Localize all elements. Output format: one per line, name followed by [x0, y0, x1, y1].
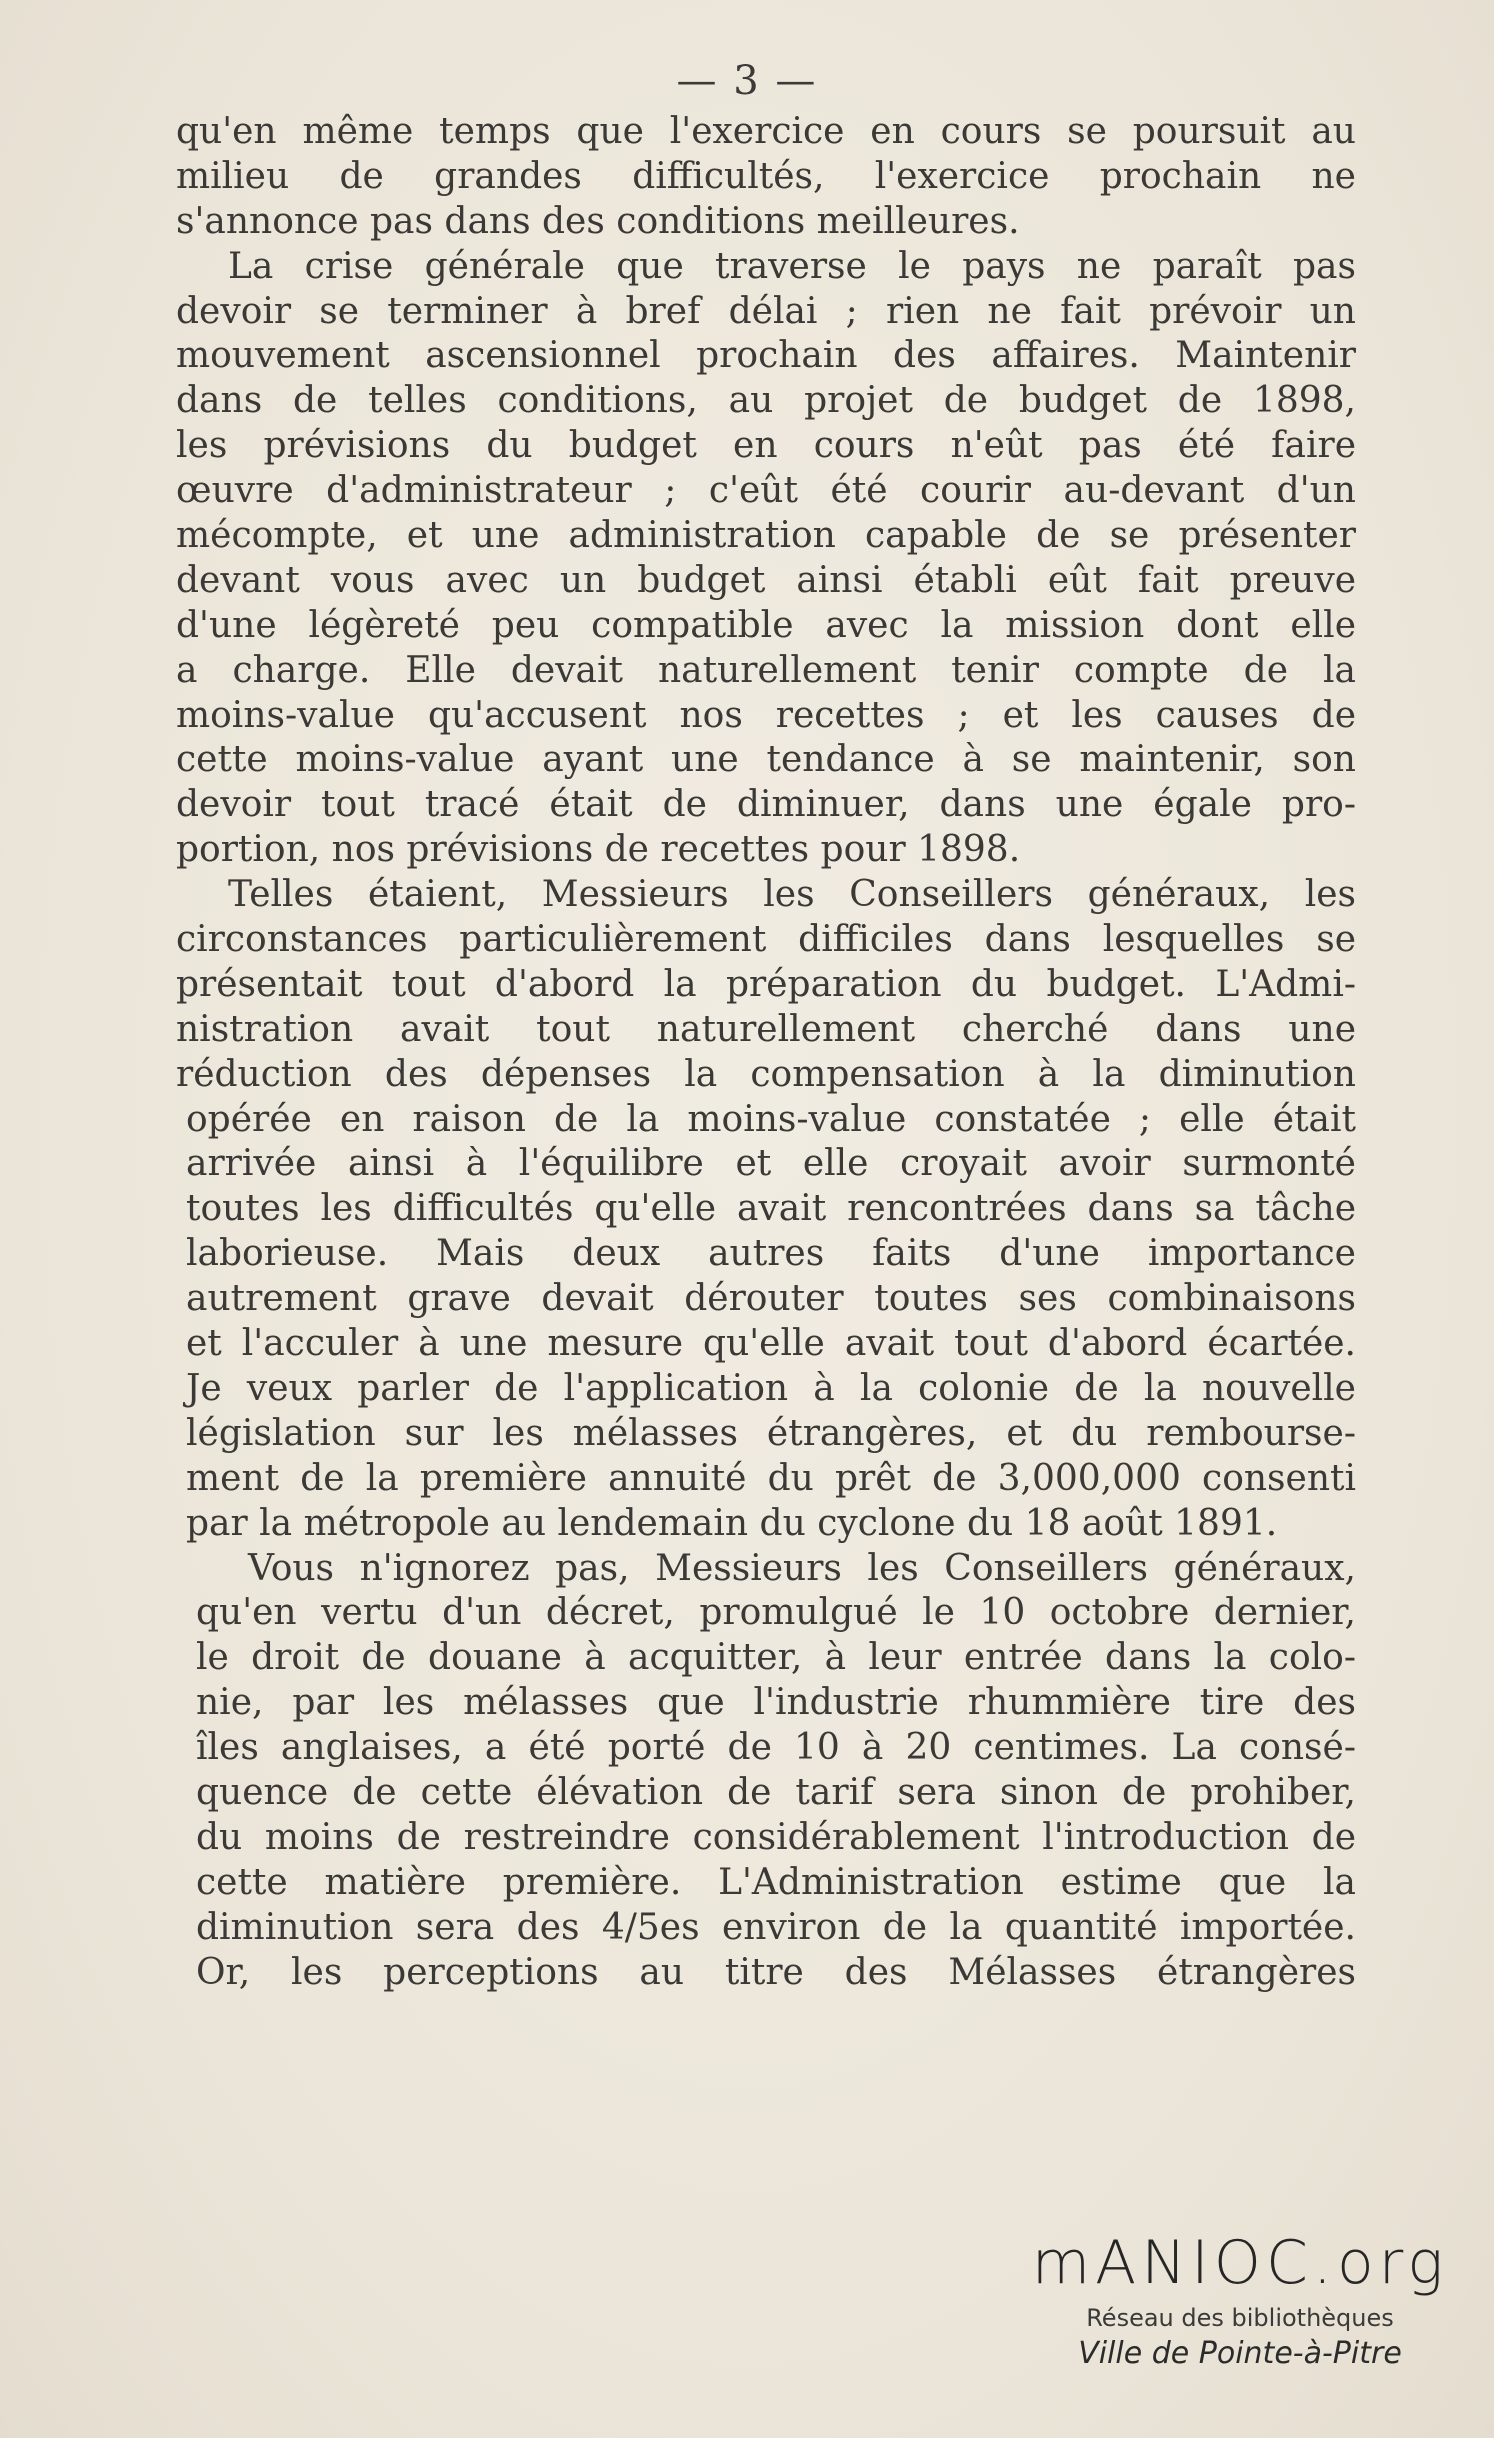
text-line: mécompte, et une administration capable de se présenter	[176, 515, 1356, 557]
text-line: cette matière première. L'Administration estime que la	[196, 1861, 1356, 1903]
text-line: nie, par les mélasses que l'industrie rhummière tire des	[196, 1682, 1356, 1724]
logo-wordmark: mANIOC.org	[1031, 2228, 1449, 2298]
text-line: d'une légèreté peu compatible avec la mission dont elle	[176, 604, 1356, 646]
text-line: s'annonce pas dans des conditions meilleures.	[176, 200, 1020, 242]
logo-city-label: Ville de Pointe-à-Pitre	[1078, 2336, 1402, 2371]
text-line: législation sur les mélasses étrangères, et du rembourse-	[186, 1412, 1356, 1454]
text-line: qu'en même temps que l'exercice en cours se poursuit au	[176, 111, 1356, 152]
text-line: dans de telles conditions, au projet de budget de 1898,	[176, 380, 1356, 422]
text-line: œuvre d'administrateur ; c'eût été courir au-devant d'un	[176, 470, 1356, 512]
text-line: opérée en raison de la moins-value constatée ; elle était	[186, 1098, 1356, 1140]
text-line: quence de cette élévation de tarif sera sinon de prohiber,	[196, 1771, 1356, 1813]
text-line: Telles étaient, Messieurs les Conseillers généraux, les	[228, 874, 1356, 916]
text-line: qu'en vertu d'un décret, promulgué le 10 octobre dernier,	[196, 1592, 1356, 1634]
body-text	[176, 110, 1356, 1995]
text-line: Or, les perceptions au titre des Mélasses étrangères	[196, 1951, 1356, 1993]
text-line: portion, nos prévisions de recettes pour 1898.	[176, 829, 1021, 871]
manioc-logo	[1020, 2228, 1460, 2374]
text-line: ment de la première annuité du prêt de 3,000,000 consenti	[186, 1457, 1356, 1499]
text-line: autrement grave devait dérouter toutes ses combinaisons	[186, 1278, 1356, 1320]
text-line: toutes les difficultés qu'elle avait rencontrées dans sa tâche	[186, 1188, 1356, 1230]
text-line: mouvement ascensionnel prochain des affaires. Maintenir	[176, 335, 1356, 377]
text-line: devoir se terminer à bref délai ; rien ne fait prévoir un	[176, 290, 1356, 332]
text-line: îles anglaises, a été porté de 10 à 20 centimes. La consé-	[196, 1727, 1356, 1769]
text-line: nistration avait tout naturellement cherché dans une	[176, 1008, 1356, 1050]
text-line: La crise générale que traverse le pays ne paraît pas	[228, 245, 1356, 287]
text-line: cette moins-value ayant une tendance à se maintenir, son	[176, 739, 1356, 781]
page-number: — 3 —	[676, 58, 818, 104]
text-line: du moins de restreindre considérablement l'introduction de	[196, 1816, 1356, 1858]
text-line: circonstances particulièrement difficiles dans lesquelles se	[176, 919, 1356, 961]
text-line: et l'acculer à une mesure qu'elle avait tout d'abord écartée.	[186, 1323, 1356, 1365]
text-line: réduction des dépenses la compensation à la diminution	[176, 1053, 1356, 1095]
text-line: arrivée ainsi à l'équilibre et elle croyait avoir surmonté	[186, 1143, 1356, 1185]
text-line: diminution sera des 4/5es environ de la quantité importée.	[196, 1906, 1356, 1948]
text-line: devant vous avec un budget ainsi établi eût fait preuve	[176, 559, 1356, 601]
text-line: milieu de grandes difficultés, l'exercice prochain ne	[176, 155, 1356, 197]
text-line: par la métropole au lendemain du cyclone du 18 août 1891.	[186, 1502, 1278, 1544]
text-line: Je veux parler de l'application à la colonie de la nouvelle	[186, 1367, 1356, 1409]
text-line: le droit de douane à acquitter, à leur entrée dans la colo-	[196, 1637, 1356, 1679]
logo-network-label: Réseau des bibliothèques	[1086, 2304, 1394, 2332]
text-line: a charge. Elle devait naturellement tenir compte de la	[176, 649, 1356, 691]
text-line: Vous n'ignorez pas, Messieurs les Conseillers généraux,	[248, 1547, 1356, 1589]
text-line: les prévisions du budget en cours n'eût pas été faire	[176, 425, 1356, 467]
text-line: laborieuse. Mais deux autres faits d'une importance	[186, 1233, 1356, 1275]
text-line: devoir tout tracé était de diminuer, dans une égale pro-	[176, 784, 1356, 826]
text-line: présentait tout d'abord la préparation du budget. L'Admi-	[176, 963, 1356, 1005]
text-line: moins-value qu'accusent nos recettes ; et les causes de	[176, 694, 1356, 736]
